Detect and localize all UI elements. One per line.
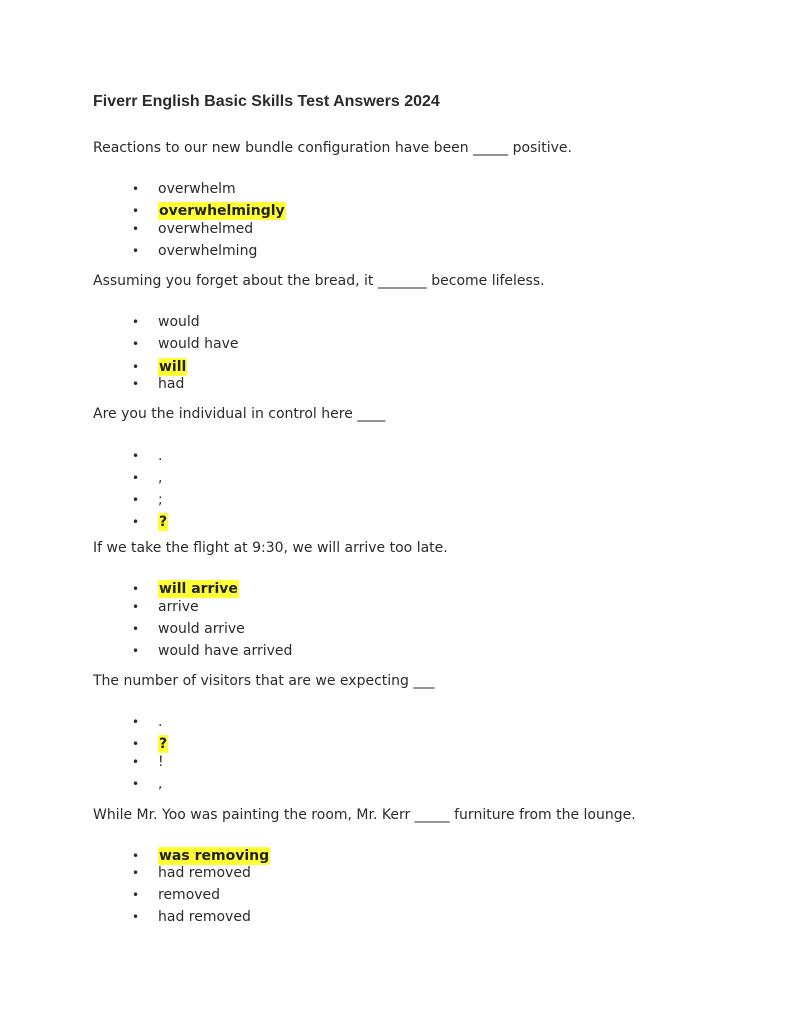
answer-option (132, 775, 162, 793)
question-text: If we take the flight at 9:30, we will arrive too late. (93, 540, 448, 556)
answer-option (132, 598, 199, 616)
option-label: , (158, 470, 163, 486)
answer-option (132, 180, 236, 198)
answer-option (132, 753, 164, 771)
answer-option (132, 335, 238, 353)
option-label: overwhelm (158, 181, 236, 197)
answer-option (132, 313, 200, 331)
answer-option (132, 908, 251, 926)
bullet-icon: • (132, 222, 140, 236)
option-label: . (158, 714, 163, 730)
answer-option (132, 447, 162, 465)
bullet-icon: • (132, 600, 140, 614)
answer-option (132, 620, 245, 638)
bullet-icon: • (132, 755, 140, 769)
bullet-icon: • (132, 493, 140, 507)
bullet-icon: • (132, 777, 140, 791)
question-text: While Mr. Yoo was painting the room, Mr. Kerr _____ furniture from the lounge. (93, 807, 636, 823)
option-label: would have (158, 336, 239, 352)
option-label: had (158, 376, 185, 392)
correct-answer-option (132, 735, 168, 753)
option-label: overwhelmed (158, 221, 254, 237)
bullet-icon: • (132, 515, 140, 529)
bullet-icon: • (132, 449, 140, 463)
answer-option (132, 864, 251, 882)
answer-option (132, 469, 162, 487)
bullet-icon: • (132, 315, 140, 329)
question-text: The number of visitors that are we expecting ___ (93, 673, 435, 689)
option-label: arrive (158, 599, 199, 615)
correct-answer-option (132, 202, 286, 220)
answer-option (132, 642, 292, 660)
correct-answer-option (132, 513, 168, 531)
question-text: Reactions to our new bundle configuration have been _____ positive. (93, 140, 572, 156)
answer-option (132, 375, 184, 393)
bullet-icon: • (132, 715, 140, 729)
bullet-icon: • (132, 866, 140, 880)
bullet-icon: • (132, 182, 140, 196)
option-label: ! (158, 754, 164, 770)
option-label: will arrive (159, 581, 238, 597)
option-label: overwhelming (158, 243, 258, 259)
option-label: was removing (159, 848, 270, 864)
option-label: will (159, 359, 187, 375)
option-label: ? (159, 514, 168, 530)
option-label: had removed (158, 909, 251, 925)
bullet-icon: • (132, 204, 140, 218)
answer-option (132, 713, 162, 731)
correct-answer-option (132, 847, 270, 865)
option-label: , (158, 776, 163, 792)
bullet-icon: • (132, 360, 140, 374)
answer-option (132, 220, 253, 238)
bullet-icon: • (132, 644, 140, 658)
option-label: . (158, 448, 163, 464)
bullet-icon: • (132, 849, 140, 863)
answer-option (132, 242, 257, 260)
option-label: would have arrived (158, 643, 293, 659)
option-label: had removed (158, 865, 251, 881)
option-label: would (158, 314, 200, 330)
bullet-icon: • (132, 622, 140, 636)
page-title: Fiverr English Basic Skills Test Answers 2024 (93, 93, 440, 110)
bullet-icon: • (132, 582, 140, 596)
option-label: ; (158, 492, 163, 508)
answer-option (132, 491, 163, 509)
answer-option (132, 886, 220, 904)
correct-answer-option (132, 358, 187, 376)
bullet-icon: • (132, 737, 140, 751)
option-label: ? (159, 736, 168, 752)
question-text: Assuming you forget about the bread, it _______ become lifeless. (93, 273, 545, 289)
option-label: removed (158, 887, 221, 903)
option-label: overwhelmingly (159, 203, 285, 219)
bullet-icon: • (132, 910, 140, 924)
bullet-icon: • (132, 377, 140, 391)
bullet-icon: • (132, 888, 140, 902)
option-label: would arrive (158, 621, 245, 637)
bullet-icon: • (132, 337, 140, 351)
question-text: Are you the individual in control here ____ (93, 406, 386, 422)
bullet-icon: • (132, 244, 140, 258)
bullet-icon: • (132, 471, 140, 485)
correct-answer-option (132, 580, 239, 598)
